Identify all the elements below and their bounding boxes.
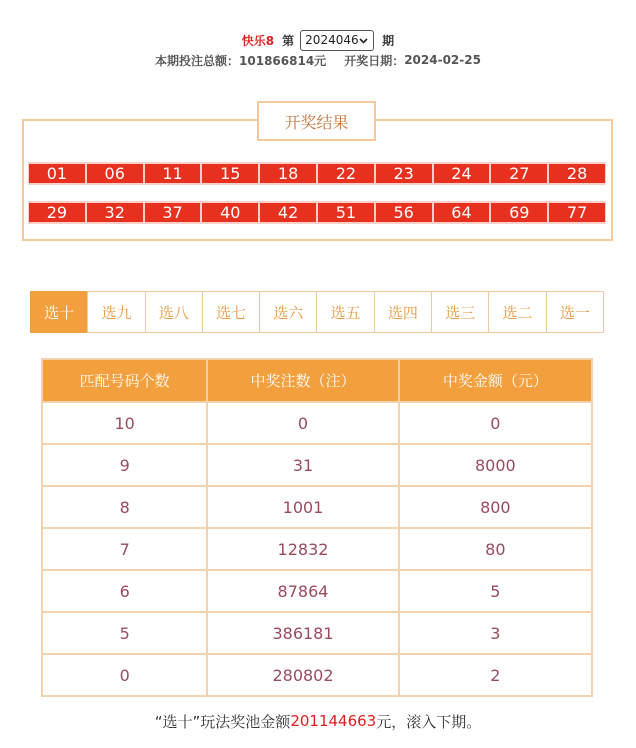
result-number: 11 xyxy=(144,162,202,185)
prize-amount: 2 xyxy=(399,654,592,696)
draw-selector-line xyxy=(0,29,636,51)
pool-prefix: “选十”玩法奖池金额 xyxy=(154,712,291,731)
winning-bets: 386181 xyxy=(207,612,398,654)
match-count: 9 xyxy=(42,444,207,486)
result-number: 22 xyxy=(317,162,375,185)
result-number: 64 xyxy=(433,201,491,224)
match-count: 0 xyxy=(42,654,207,696)
tab-xuan-1[interactable]: 选一 xyxy=(546,291,604,333)
play-type-tabs xyxy=(31,291,604,333)
result-number: 06 xyxy=(86,162,144,185)
prize-amount: 80 xyxy=(399,528,592,570)
pool-suffix: 元，滚入下期。 xyxy=(376,712,482,731)
issue-select[interactable] xyxy=(300,30,374,51)
prize-amount: 0 xyxy=(399,402,592,444)
pool-amount: 201144663 xyxy=(290,712,377,730)
sales-label: 本期投注总额： xyxy=(155,53,240,68)
pool-rollover-note xyxy=(0,710,636,732)
table-row xyxy=(42,444,592,486)
winning-bets: 12832 xyxy=(207,528,398,570)
result-number: 32 xyxy=(86,201,144,224)
winning-bets: 87864 xyxy=(207,570,398,612)
result-number: 29 xyxy=(28,201,86,224)
table-header-row xyxy=(42,359,592,402)
match-count: 5 xyxy=(42,612,207,654)
tab-xuan-8[interactable]: 选八 xyxy=(145,291,203,333)
date-label: 开奖日期： xyxy=(344,53,405,68)
header-prize-amount: 中奖金额（元） xyxy=(399,359,592,402)
table-row xyxy=(42,654,592,696)
date-value: 2024-02-25 xyxy=(404,53,481,67)
tab-xuan-2[interactable]: 选二 xyxy=(488,291,546,333)
tab-xuan-7[interactable]: 选七 xyxy=(202,291,260,333)
result-number: 77 xyxy=(548,201,606,224)
tab-xuan-5[interactable]: 选五 xyxy=(316,291,374,333)
draw-info-line xyxy=(0,51,636,69)
result-number: 51 xyxy=(317,201,375,224)
result-number: 15 xyxy=(201,162,259,185)
draw-result-title: 开奖结果 xyxy=(257,101,376,141)
tab-xuan-3[interactable]: 选三 xyxy=(431,291,489,333)
prize-amount: 5 xyxy=(399,570,592,612)
table-row xyxy=(42,570,592,612)
match-count: 6 xyxy=(42,570,207,612)
winning-bets: 0 xyxy=(207,402,398,444)
result-number: 56 xyxy=(375,201,433,224)
prize-amount: 800 xyxy=(399,486,592,528)
table-row xyxy=(42,402,592,444)
prize-amount: 8000 xyxy=(399,444,592,486)
result-number: 42 xyxy=(259,201,317,224)
table-row xyxy=(42,528,592,570)
result-number: 37 xyxy=(144,201,202,224)
match-count: 8 xyxy=(42,486,207,528)
result-row-2 xyxy=(28,201,606,224)
winning-bets: 280802 xyxy=(207,654,398,696)
result-number: 23 xyxy=(375,162,433,185)
issue-select-value: 2024046 xyxy=(305,33,359,47)
match-count: 7 xyxy=(42,528,207,570)
header-match-count: 匹配号码个数 xyxy=(42,359,207,402)
tab-xuan-10[interactable]: 选十 xyxy=(30,291,88,333)
winning-bets: 1001 xyxy=(207,486,398,528)
header-winning-bets: 中奖注数（注） xyxy=(207,359,398,402)
lottery-name: 快乐8 xyxy=(241,33,275,48)
issue-suffix: 期 xyxy=(382,33,395,48)
result-number: 40 xyxy=(201,201,259,224)
result-row-1 xyxy=(28,162,606,185)
winning-bets: 31 xyxy=(207,444,398,486)
prize-amount: 3 xyxy=(399,612,592,654)
issue-prefix: 第 xyxy=(282,33,295,48)
chevron-down-icon xyxy=(357,34,370,47)
tab-xuan-4[interactable]: 选四 xyxy=(374,291,432,333)
table-row xyxy=(42,486,592,528)
sales-value: 101866814元 xyxy=(239,53,327,68)
match-count: 10 xyxy=(42,402,207,444)
result-number: 28 xyxy=(548,162,606,185)
result-number: 27 xyxy=(490,162,548,185)
result-number: 69 xyxy=(490,201,548,224)
tab-xuan-9[interactable]: 选九 xyxy=(87,291,145,333)
result-number: 01 xyxy=(28,162,86,185)
tab-xuan-6[interactable]: 选六 xyxy=(259,291,317,333)
result-number: 24 xyxy=(433,162,491,185)
result-number: 18 xyxy=(259,162,317,185)
table-row xyxy=(42,612,592,654)
prize-table xyxy=(41,358,593,697)
